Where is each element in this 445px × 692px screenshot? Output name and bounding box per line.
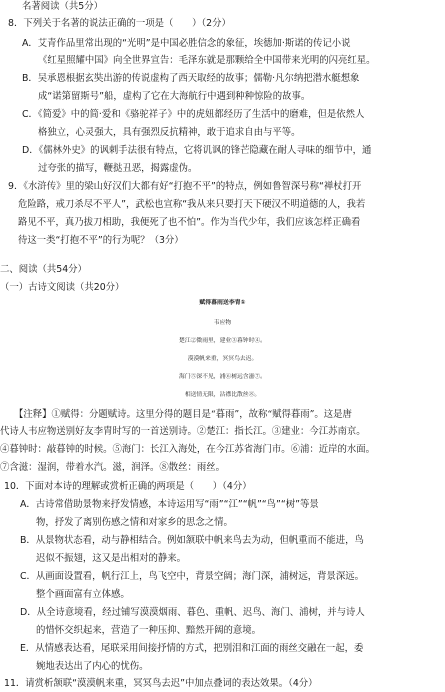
annotation-line-2: 代诗人韦应物送别好友李胄时写的一首送别诗。②楚江：指长江。③建业：今江苏南京。 xyxy=(0,426,366,437)
q8-option-d-line2: 过夸张的描写，鞭挞丑恶，揭露虚伪。 xyxy=(38,163,198,174)
section-2-heading: 二、阅读（共54分） xyxy=(0,264,87,275)
q10-option-a-line2: 物，抒发了离别伤感之情和对家乡的思念之情。 xyxy=(36,517,233,528)
q10-option-c-line1: C．从画面设置看，帆行江上，鸟飞空中，背景空阔；海门深，浦树远，背景深远。 xyxy=(20,571,365,582)
q10-option-e-line1: E．从情感表达看，尾联采用间接抒情的方式，把别泪和江面的雨丝交融在一起，委 xyxy=(20,643,364,654)
question-10-stem: 10．下面对本诗的理解或赏析正确的两项是（ ）（4分） xyxy=(4,481,252,492)
q8-option-d-line1: D．《儒林外史》的讽刺手法很有特点，它将讥讽的锋芒隐藏在耐人寻味的细节中，通 xyxy=(22,145,372,156)
q8-option-c-line1: C．《简爱》中的简·爱和《骆驼祥子》中的虎妞都经历了生活中的磨难，但是依然人 xyxy=(22,109,365,120)
q10-option-d-line1: D．从全诗意境看，经过铺写漠漠烟雨、暮色、重帆、迟鸟、海门、浦树，并与诗人 xyxy=(20,607,365,618)
poem-title: 赋得暮雨送李胄① xyxy=(199,300,246,306)
q10-option-c-line2: 整个画面富有立体感。 xyxy=(36,589,130,600)
question-9-line1: 9．《水浒传》里的梁山好汉们大都有好“打抱不平”的特点，例如鲁智深号称“禅杖打开 xyxy=(8,181,362,192)
q10-option-a-line1: A．古诗常借助景物来抒发情感，本诗运用写“雨”“江”“帆”“鸟”“树”等景 xyxy=(20,499,319,510)
q8-option-b-line1: B．吴承恩根据玄奘出游的传说虚构了西天取经的故事；儒勒·凡尔纳把潜水艇想象 xyxy=(22,73,360,84)
subsection-1-heading: （一）古诗文阅读（共20分） xyxy=(0,282,125,293)
poem-line-1: 楚江②微雨里，建业③暮钟时④。 xyxy=(179,338,266,344)
annotation-line-4: ⑦含滋：湿润，带着水汽。滋，润泽。⑧散丝：雨丝。 xyxy=(0,462,226,473)
question-8-stem: 8．下列关于名著的说法正确的一项是（ ）（2分） xyxy=(8,18,231,29)
q8-option-a-line1: A．艾青作品里常出现的“光明”是中国必胜信念的象征，埃德加·斯诺的传记小说 xyxy=(22,38,351,49)
annotation-line-1: 【注释】①赋得：分题赋诗。这里分得的题目是“暮雨”，故称“赋得暮雨”。这是唐 xyxy=(14,409,352,420)
question-11-stem: 11．请赏析颔联“漠漠帆来重，冥冥鸟去迟”中加点叠词的表达效果。（4分） xyxy=(4,678,318,689)
q8-option-c-line2: 格独立，心灵强大，具有强烈反抗精神，敢于追求自由与平等。 xyxy=(38,127,301,138)
poem-line-2: 漠漠帆来重，冥冥鸟去迟。 xyxy=(187,356,258,362)
annotation-line-3: ④暮钟时：敲暮钟的时候。⑤海门：长江入海处，在今江苏省海门市。⑥浦：近岸的水面。 xyxy=(0,444,376,455)
question-9-line4: 待这一类“打抱不平”的行为呢？（3分） xyxy=(18,235,184,246)
q10-option-d-line2: 的惜怀交织起来，营造了一种压抑、黯然开阔的意境。 xyxy=(36,625,262,636)
question-9-line3: 路见不平，真乃拔刀相助，我便死了也不怕”。作为当代少年，我们应该怎样正确看 xyxy=(18,217,361,228)
q8-option-a-line2: 《红星照耀中国》向全世界宣告：毛泽东就是那颗给全中国带来光明的闪亮红星。 xyxy=(38,55,376,66)
poem-line-3: 海门⑤深不见，浦⑥树远含滋⑦。 xyxy=(179,374,266,380)
section-heading-classics: 名著阅读（共5分） xyxy=(22,1,103,12)
q8-option-b-line2: 成“诺第留斯号”船，虚构了它在大海航行中遇到种种惊险的故事。 xyxy=(38,91,311,102)
question-9-line2: 危险路，戒刀杀尽不平人”，武松也宣称“我从来只要打天下硬汉不明道德的人，我若 xyxy=(18,199,366,210)
poem-line-4: 相送情无限，沾襟比散丝⑧。 xyxy=(184,392,261,398)
q10-option-e-line2: 婉地表达出了内心的忧伤。 xyxy=(36,661,149,672)
poem-author: 韦应物 xyxy=(213,320,232,326)
q10-option-b-line1: B．从景物状态看，动与静相结合。例如颔联中帆来鸟去为动，但帆重而不能进，鸟 xyxy=(20,535,364,546)
q10-option-b-line2: 迟似不振翅，这又是出相对的静来。 xyxy=(36,553,187,564)
